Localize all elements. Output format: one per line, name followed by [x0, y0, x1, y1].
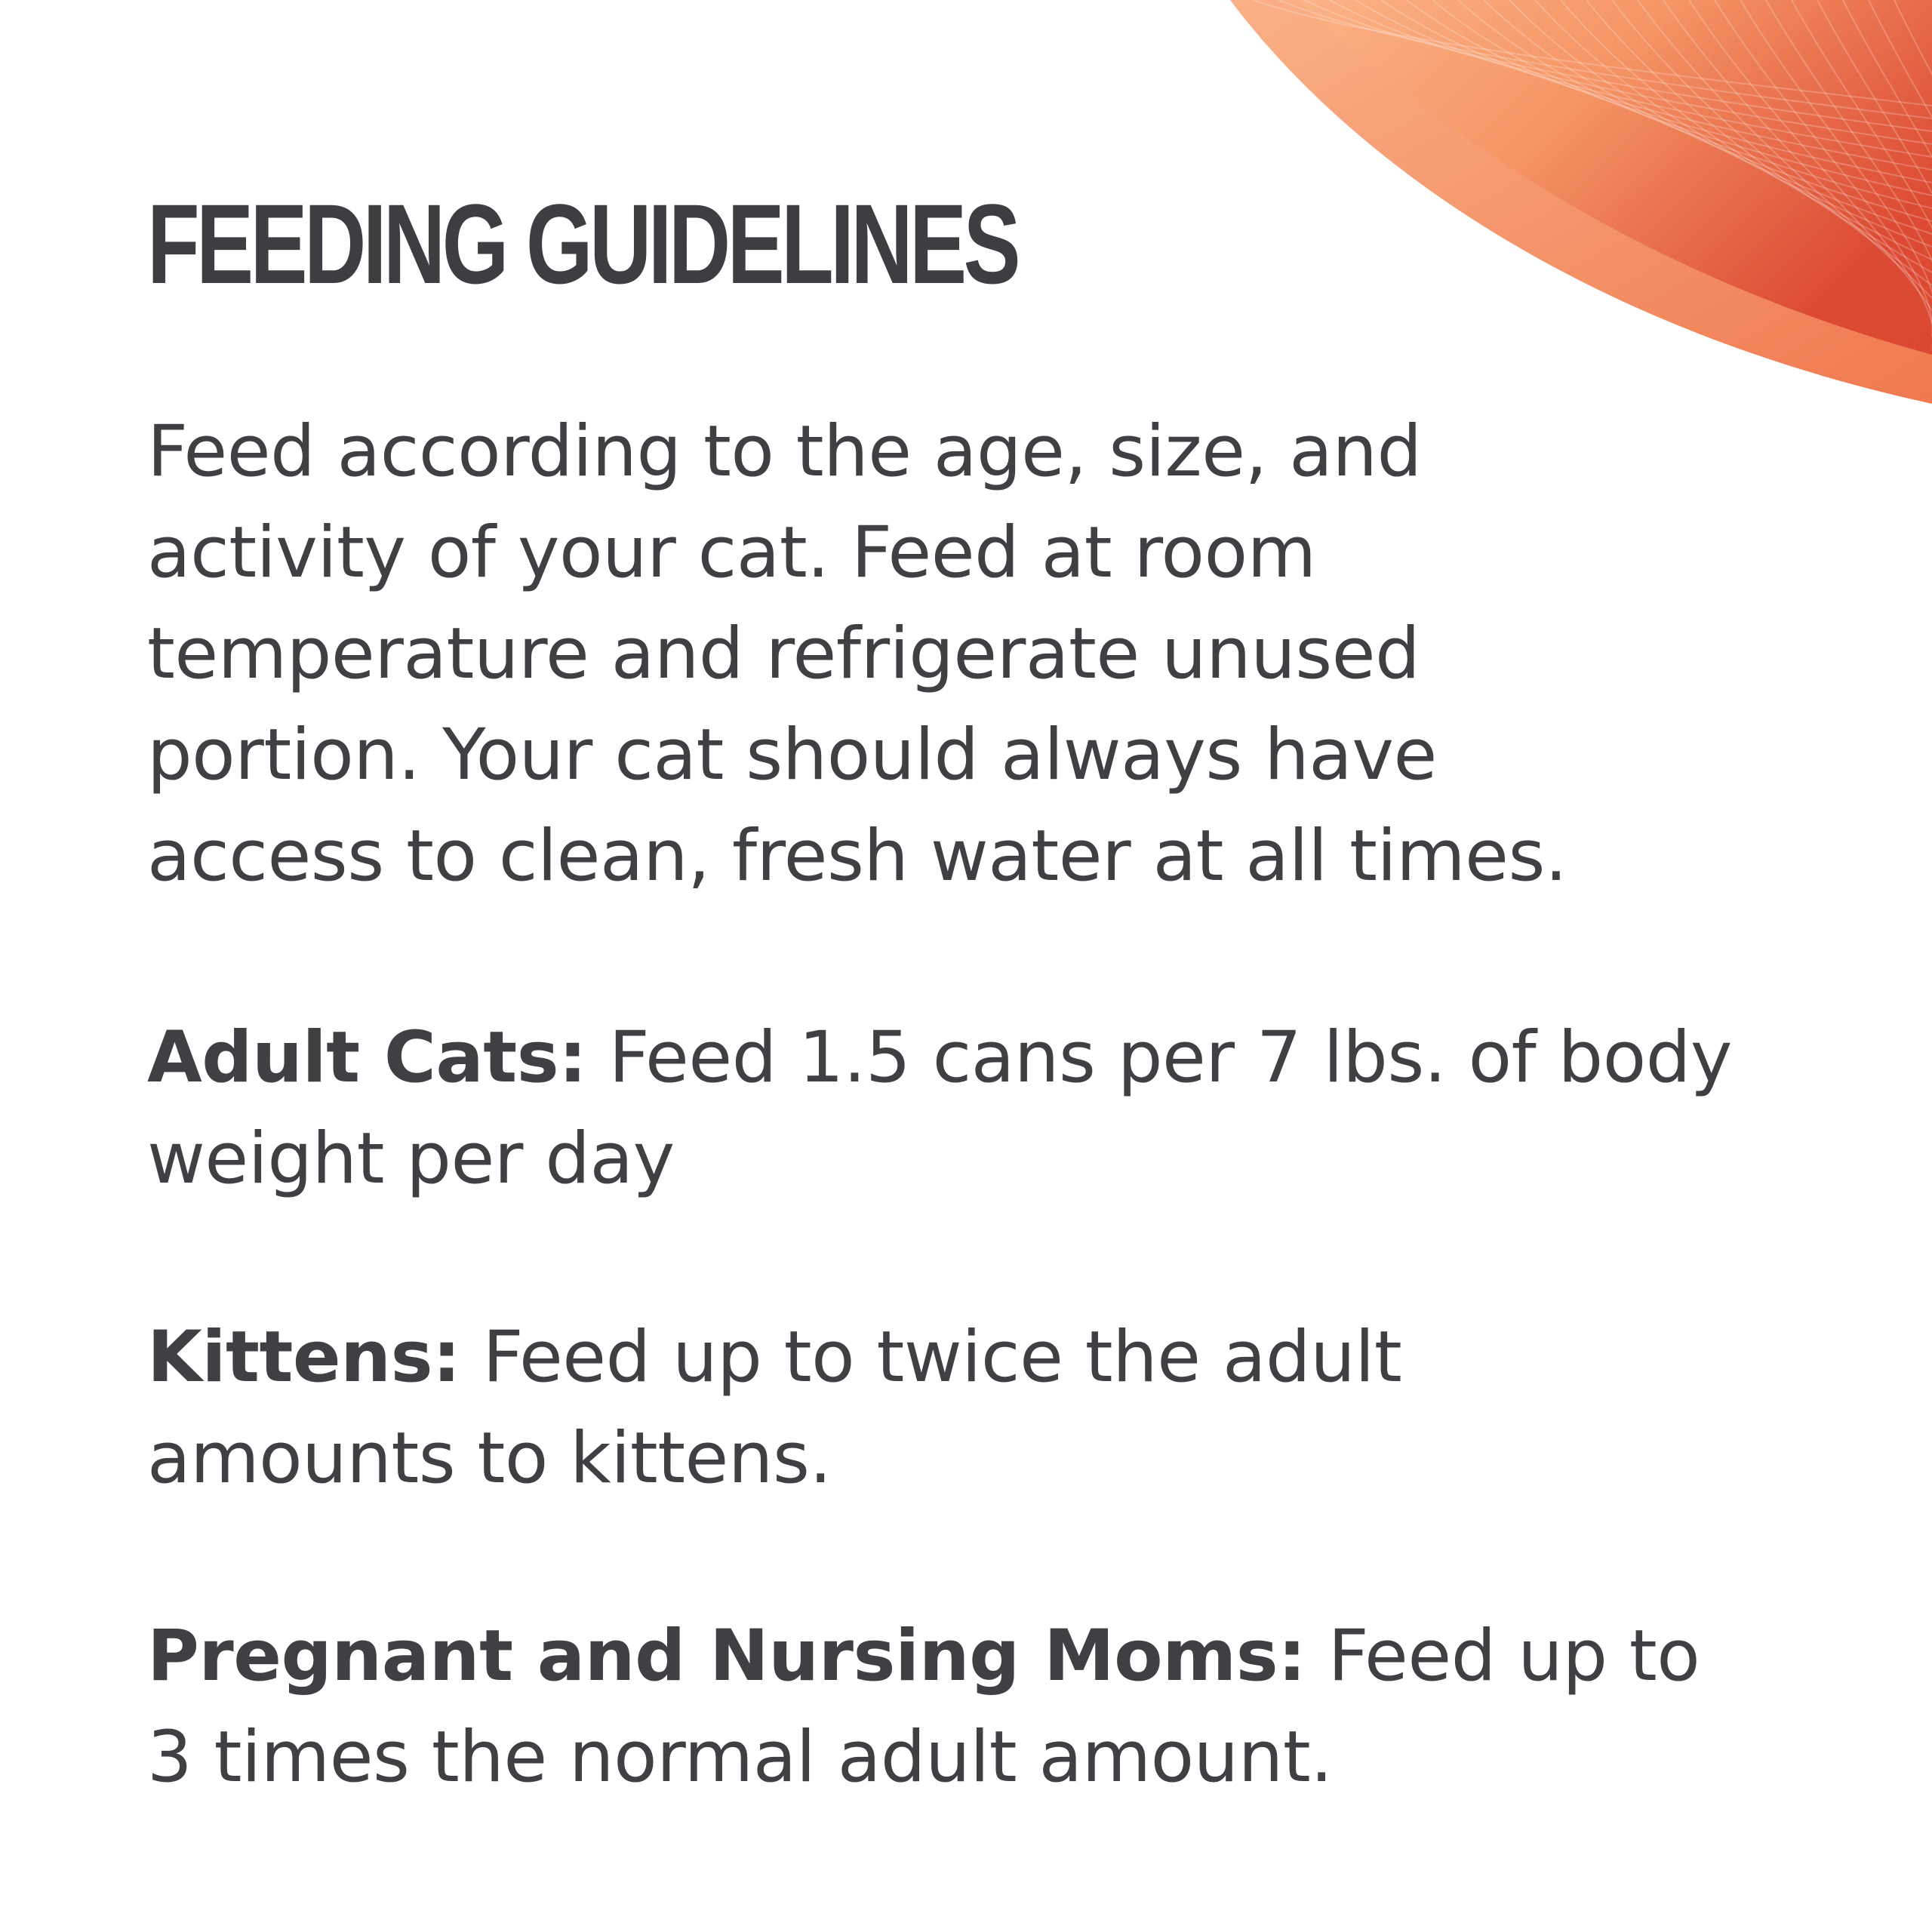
- adult-cats-guideline: [147, 1008, 1883, 1210]
- guideline-line: amounts to kittens.: [147, 1417, 832, 1500]
- guideline-label: Adult Cats:: [147, 1017, 587, 1099]
- guideline-text: Feed 1.5 cans per 7 lbs. of body: [586, 1017, 1733, 1099]
- guideline-line: 3 times the normal adult amount.: [147, 1716, 1333, 1798]
- guideline-line: [147, 1307, 1883, 1408]
- guideline-label: Pregnant and Nursing Moms:: [147, 1615, 1306, 1697]
- pregnant-nursing-moms-guideline: [147, 1606, 1883, 1808]
- intro-line: access to clean, fresh water at all times.: [147, 815, 1567, 897]
- page-title: FEEDING GUIDELINES: [147, 180, 1018, 307]
- guideline-line: [147, 1606, 1883, 1707]
- guideline-text: Feed up to: [1306, 1615, 1700, 1697]
- orange-swoosh-decoration: [1208, 0, 1932, 423]
- intro-line: Feed according to the age, size, and: [147, 411, 1422, 493]
- guideline-text: Feed up to twice the adult: [460, 1316, 1402, 1398]
- intro-line: temperature and refrigerate unused: [147, 613, 1420, 695]
- kittens-guideline: [147, 1307, 1883, 1509]
- intro-line: portion. Your cat should always have: [147, 714, 1437, 796]
- guideline-line: [147, 1008, 1883, 1109]
- guideline-line: weight per day: [147, 1118, 675, 1200]
- guideline-label: Kittens:: [147, 1316, 461, 1398]
- intro-line: activity of your cat. Feed at room: [147, 512, 1316, 594]
- intro-paragraph: [147, 401, 1883, 907]
